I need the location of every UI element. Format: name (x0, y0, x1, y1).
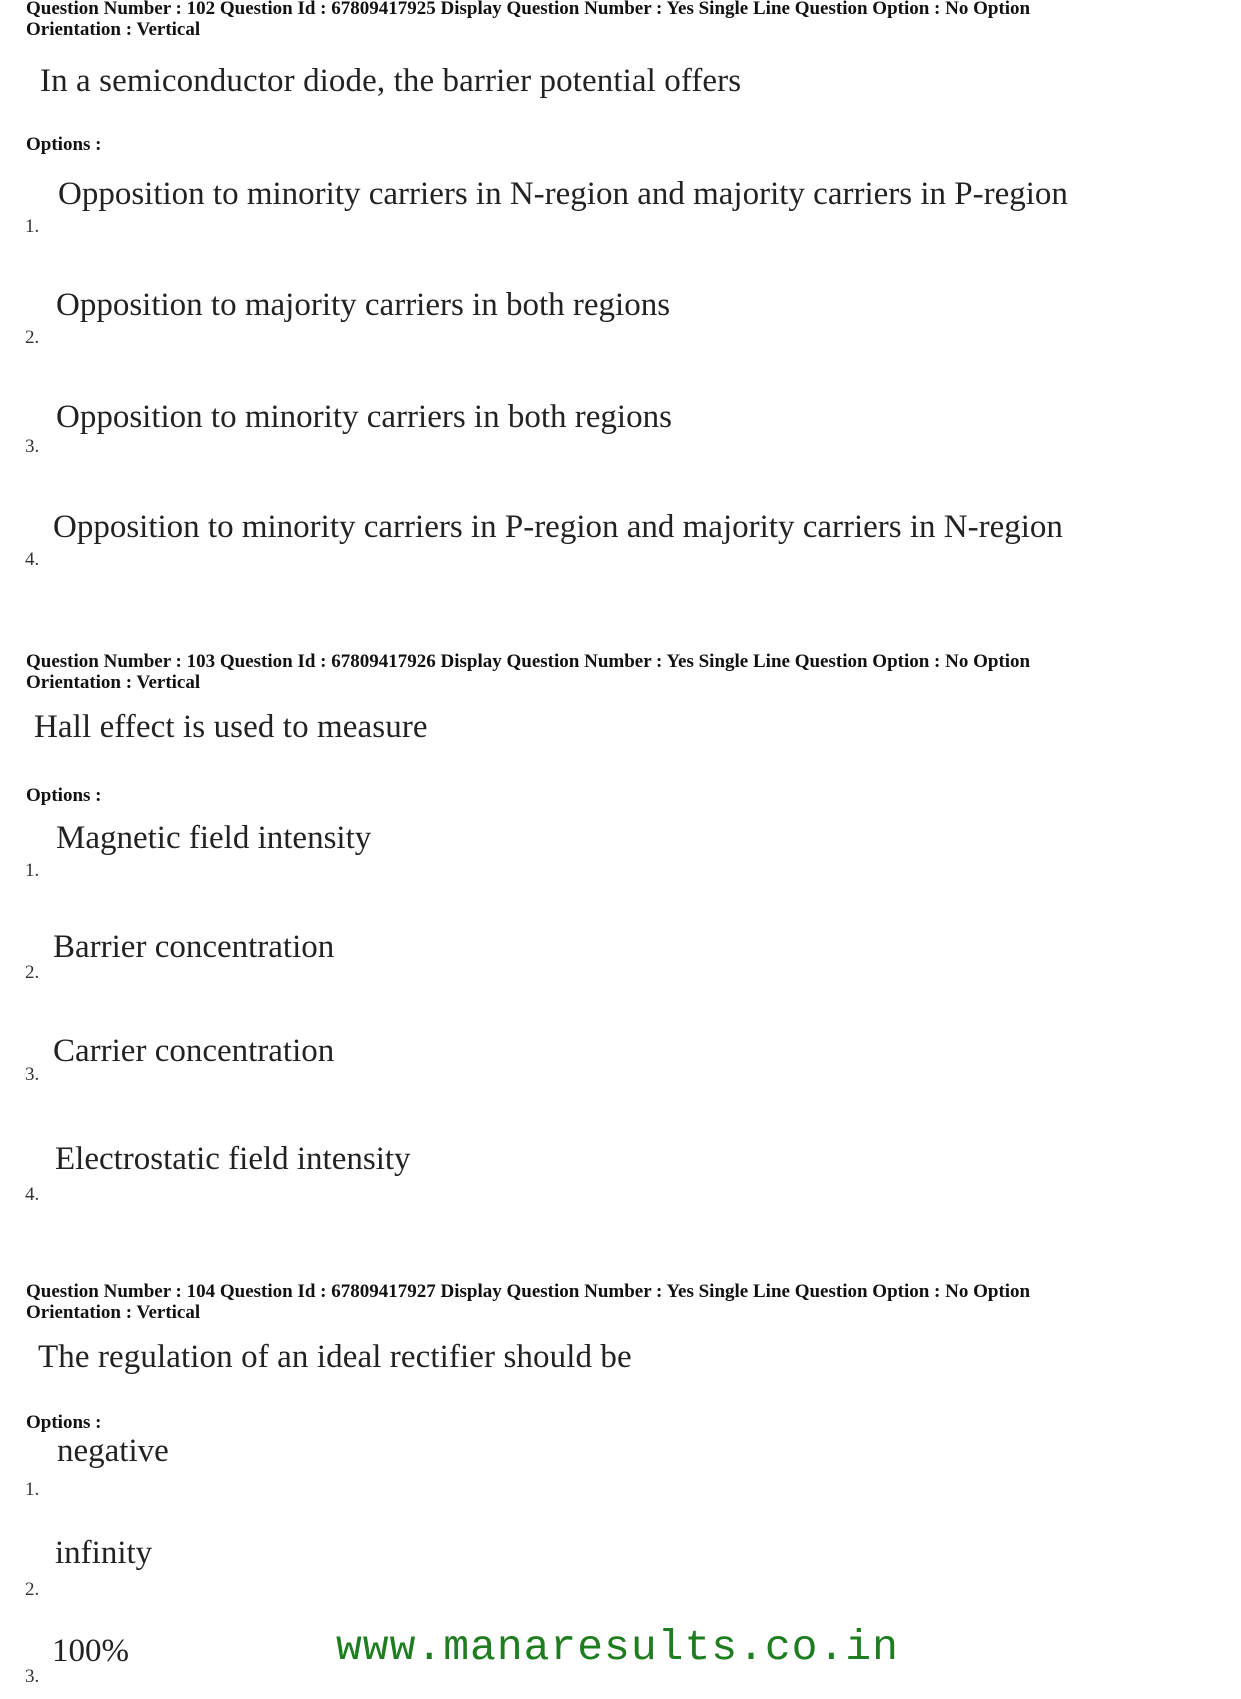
options-label: Options : (26, 134, 102, 155)
option-number: 1. (25, 860, 40, 881)
question-header-line1: Question Number : 104 Question Id : 67809417927 Display Question Number : Yes Single Line Question Option : No Option (26, 1281, 1031, 1302)
website-watermark: www.manaresults.co.in (336, 1623, 899, 1672)
option-number: 2. (25, 1579, 40, 1600)
option-number: 1. (25, 216, 40, 237)
option-text: negative (57, 1433, 169, 1469)
question-header-line2: Orientation : Vertical (26, 1302, 201, 1323)
option-number: 4. (25, 1184, 40, 1205)
option-text: Barrier concentration (53, 929, 335, 965)
question-header-line2: Orientation : Vertical (26, 19, 201, 40)
question-header (26, 1281, 1216, 1323)
question-header-line1: Question Number : 103 Question Id : 67809417926 Display Question Number : Yes Single Line Question Option : No Option (26, 651, 1031, 672)
options-label: Options : (26, 1412, 102, 1433)
question-text: In a semiconductor diode, the barrier potential offers (40, 63, 742, 99)
question-header-line1: Question Number : 102 Question Id : 67809417925 Display Question Number : Yes Single Line Question Option : No Option (26, 0, 1031, 19)
option-text: Opposition to minority carriers in P-region and majority carriers in N-region (53, 509, 1063, 545)
option-number: 3. (25, 1666, 40, 1687)
option-text: Electrostatic field intensity (55, 1141, 411, 1177)
option-text: Opposition to majority carriers in both regions (56, 287, 671, 323)
option-number: 3. (25, 436, 40, 457)
option-text: infinity (55, 1535, 153, 1571)
option-text: 100% (52, 1633, 129, 1669)
option-text: Opposition to minority carriers in both regions (56, 399, 672, 435)
option-number: 3. (25, 1064, 40, 1085)
question-header (26, 0, 1216, 40)
question-header-line2: Orientation : Vertical (26, 672, 201, 693)
option-number: 4. (25, 549, 40, 570)
option-text: Magnetic field intensity (56, 820, 372, 856)
question-text: The regulation of an ideal rectifier should be (38, 1339, 632, 1375)
option-text: Opposition to minority carriers in N-region and majority carriers in P-region (58, 176, 1068, 212)
option-number: 2. (25, 962, 40, 983)
question-header (26, 651, 1216, 693)
options-label: Options : (26, 785, 102, 806)
question-text: Hall effect is used to measure (34, 709, 428, 745)
option-text: Carrier concentration (53, 1033, 335, 1069)
option-number: 1. (25, 1479, 40, 1500)
option-number: 2. (25, 327, 40, 348)
